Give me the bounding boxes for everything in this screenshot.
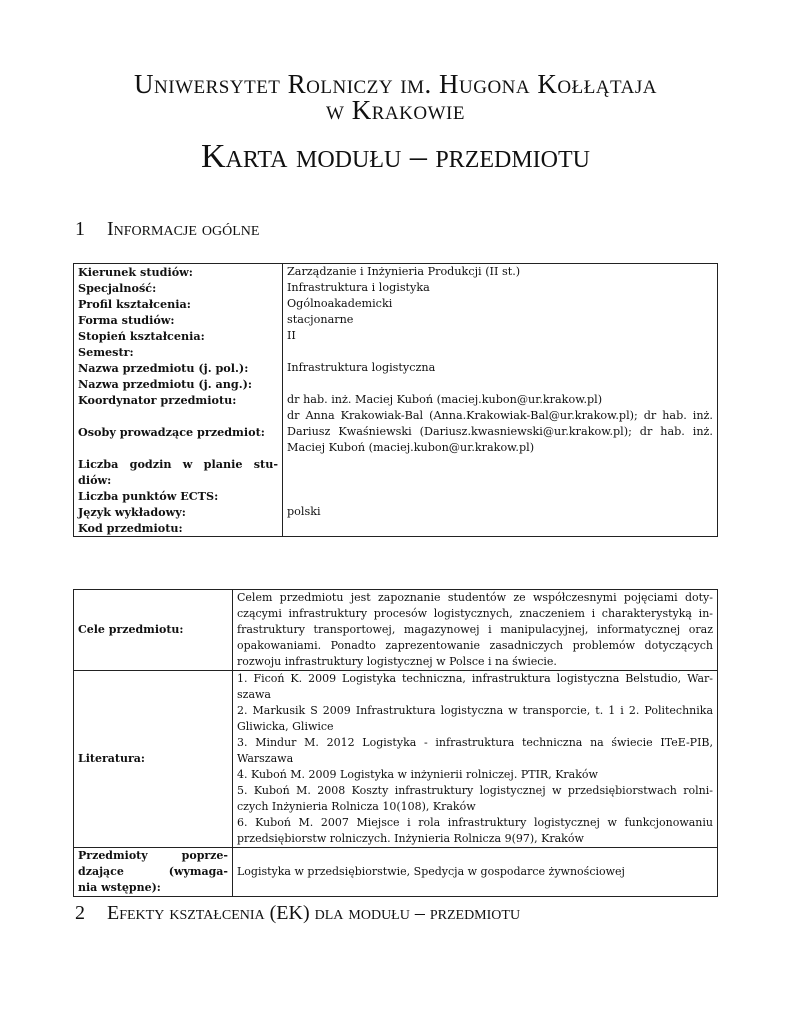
row-value: stacjonarne [283,312,718,328]
table-row [74,312,718,328]
section-heading-general-info [75,217,259,241]
goals-value [233,590,718,671]
row-label: Język wykładowy: [78,505,186,519]
table-row [74,296,718,312]
section-title: Efekty kształcenia (EK) dla modułu – przedmiotu [107,902,521,924]
row-value: II [283,328,718,344]
row-value: Infrastruktura i logistyka [283,280,718,296]
course-details-table [73,589,718,897]
row-label: Liczba punktów ECTS: [78,489,219,503]
row-label [74,456,283,488]
literature-line: 4. Kuboń M. 2009 Logistyka w inżynierii rolniczej. PTIR, Kraków [237,768,598,781]
table-row [74,520,718,537]
label-line: diów: [78,473,112,487]
row-value: Zarządzanie i Inżynieria Produkcji (II st.) [283,264,718,281]
row-value: Ogólnoakademicki [283,296,718,312]
literature-line: 5. Kuboń M. 2008 Koszty infrastruktury logistycznej w przedsiębiorstwach rolni- [237,784,713,797]
row-label: Stopień kształcenia: [78,329,205,343]
literature-label: Literatura: [74,671,233,848]
goals-line: frastruktury transportowej, magazynowej i manipulacyjnej, informatycznej oraz [237,623,713,636]
row-label: Osoby prowadzące przedmiot: [78,425,265,439]
literature-line: Warszawa [237,752,294,765]
value-line: Maciej Kuboń (maciej.kubon@ur.krakow.pl) [287,441,535,454]
section-heading-learning-outcomes [75,901,520,925]
table-row-goals [74,590,718,671]
literature-line: 6. Kuboń M. 2007 Miejsce i rola infrastruktury logistycznej w funkcjonowaniu [237,816,713,829]
row-label: Specjalność: [78,281,157,295]
row-label: Koordynator przedmiotu: [78,393,237,407]
label-line: Liczba godzin w planie stu- [78,457,278,471]
literature-line: szawa [237,688,271,701]
section-number: 1 [75,218,85,240]
label-line: Przedmioty poprze- [78,849,228,862]
table-row [74,360,718,376]
literature-line: czych Inżynieria Rolnicza 10(108), Kraków [237,800,476,813]
literature-line: 1. Ficoń K. 2009 Logistyka techniczna, infrastruktura logistyczna Belstudio, War- [237,672,713,685]
table-row [74,456,718,488]
label-line: nia wstępne): [78,881,161,894]
literature-line: 3. Mindur M. 2012 Logistyka - infrastruktura techniczna na świecie ITeE-PIB, [237,736,713,749]
table-row-literature [74,671,718,848]
table-row [74,504,718,520]
row-label: Semestr: [78,345,134,359]
row-value: dr hab. inż. Maciej Kuboń (maciej.kubon@ur.krakow.pl) [283,392,718,408]
row-label: Nazwa przedmiotu (j. pol.): [78,361,249,375]
row-label: Kod przedmiotu: [78,521,183,535]
label-line: dzające (wymaga- [78,865,228,878]
prerequisites-label [74,848,233,897]
literature-line: przedsiębiorstw rolniczych. Inżynieria Rolnicza 9(97), Kraków [237,832,584,845]
row-label: Forma studiów: [78,313,175,327]
row-label: Nazwa przedmiotu (j. ang.): [78,377,253,391]
table-row [74,408,718,456]
section-title: Informacje ogólne [107,218,260,240]
row-label: Profil kształcenia: [78,297,191,311]
row-value [283,488,718,504]
table-row [74,488,718,504]
table-row [74,264,718,281]
table-row [74,344,718,360]
row-value [283,520,718,537]
row-value [283,376,718,392]
row-value: polski [283,504,718,520]
university-name-line2: w Krakowie [326,95,465,125]
literature-line: 2. Markusik S 2009 Infrastruktura logistyczna w transporcie, t. 1 i 2. Politechnika [237,704,713,717]
table-row-prerequisites [74,848,718,897]
table-row [74,328,718,344]
literature-line: Gliwicka, Gliwice [237,720,334,733]
row-value [283,344,718,360]
table-row [74,280,718,296]
goals-line: opakowaniami. Ponadto zaprezentowanie zasadniczych problemów dotyczących [237,639,713,652]
document-title: Karta modułu – przedmiotu [200,138,590,175]
literature-value [233,671,718,848]
value-line: Dariusz Kwaśniewski (Dariusz.kwasniewski@ur.krakow.pl); dr hab. inż. [287,425,713,438]
table-row [74,376,718,392]
row-label: Kierunek studiów: [78,265,193,279]
goals-line: Celem przedmiotu jest zapoznanie studentów ze współczesnymi pojęciami doty- [237,591,713,604]
goals-label: Cele przedmiotu: [74,590,233,671]
row-value [283,408,718,456]
section-number: 2 [75,902,85,924]
value-line: dr Anna Krakowiak-Bal (Anna.Krakowiak-Bal@ur.krakow.pl); dr hab. inż. [287,409,713,422]
university-name-line1: Uniwersytet Rolniczy im. Hugona Kołłątaja [134,69,657,99]
table-row [74,392,718,408]
row-value: Infrastruktura logistyczna [283,360,718,376]
prerequisites-value: Logistyka w przedsiębiorstwie, Spedycja w gospodarce żywnościowej [233,848,718,897]
goals-line: rozwoju infrastruktury logistycznej w Polsce i na świecie. [237,655,557,668]
row-value [283,456,718,488]
goals-line: czącymi infrastruktury procesów logistycznych, znaczeniem i charakterystyką in- [237,607,713,620]
general-info-table [73,263,718,537]
